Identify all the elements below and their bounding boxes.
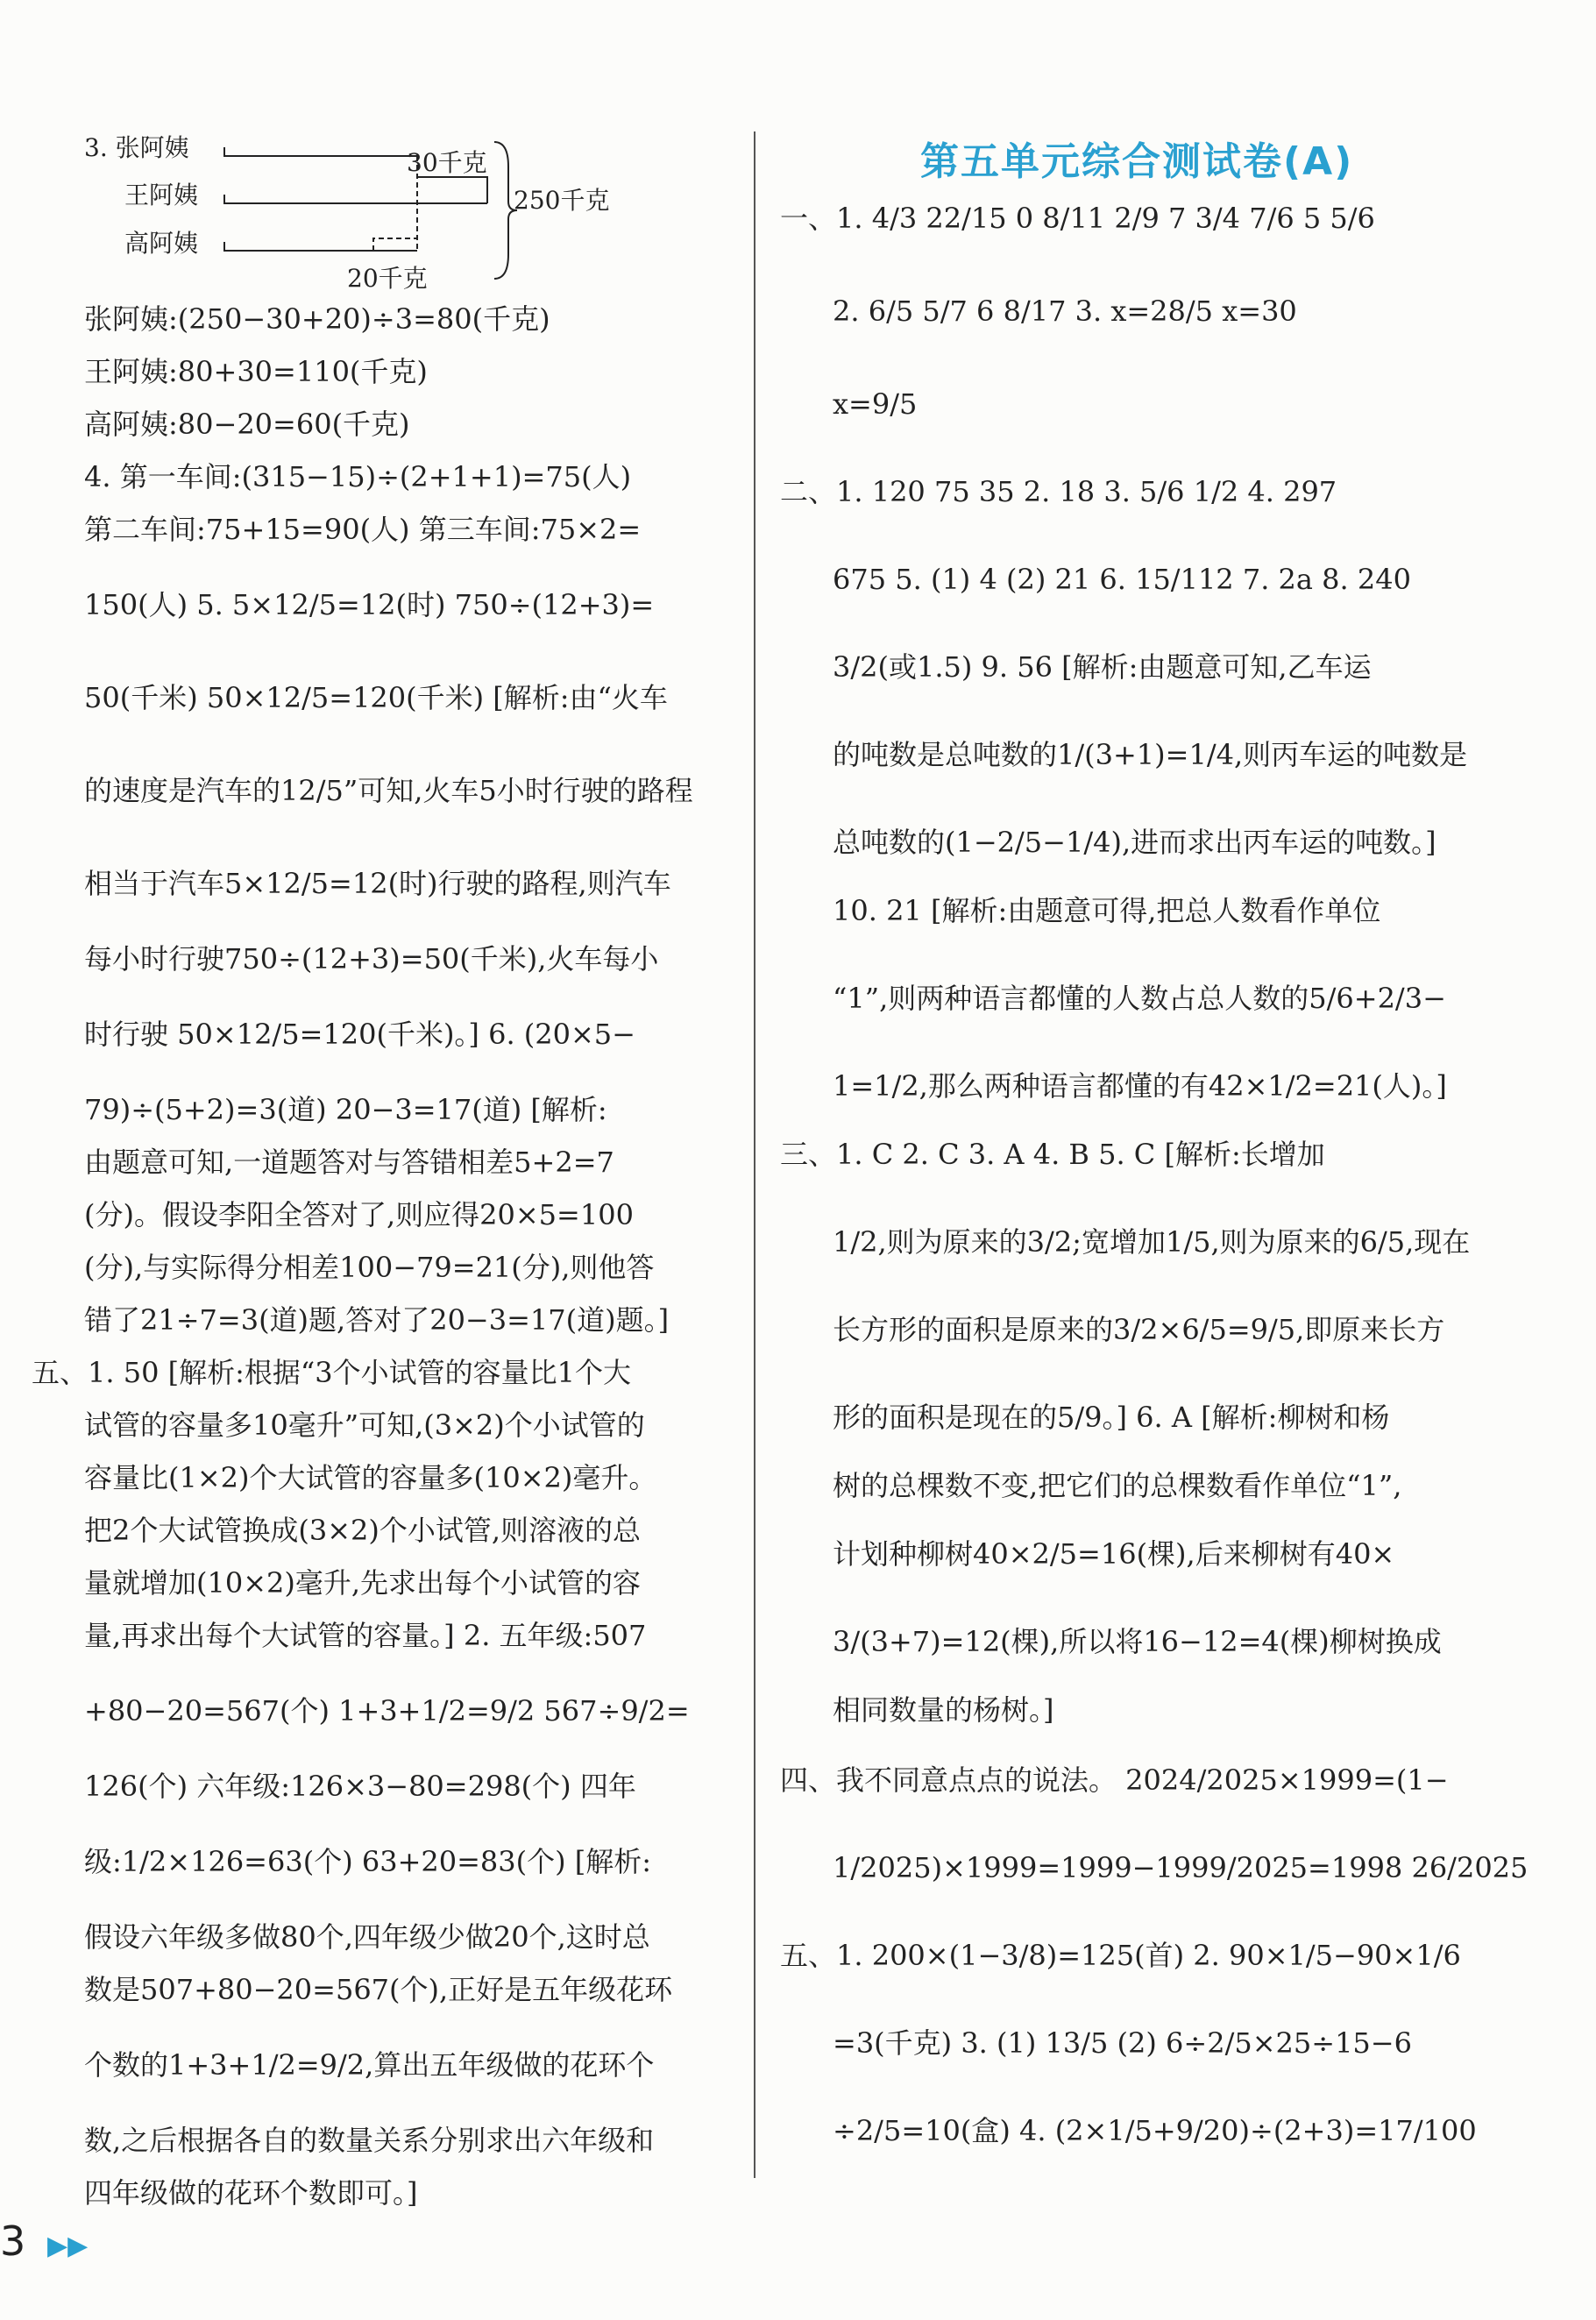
arrow-icon: ▶▶	[47, 2231, 89, 2261]
page-number: 3	[0, 2217, 26, 2265]
left-lines-line: 个数的1+3+1/2=9/2,算出五年级做的花环个	[84, 2048, 655, 2082]
right-lines-line: 树的总棵数不变,把它们的总棵数看作单位“1”,	[833, 1469, 1402, 1502]
right-lines-line: ÷2/5=10(盒) 4. (2×1/5+9/20)÷(2+3)=17/100	[833, 2114, 1477, 2147]
left-lines-line: 级:1/2×126=63(个) 63+20=83(个) [解析:	[84, 1845, 652, 1878]
right-lines-line: 10. 21 [解析:由题意可得,把总人数看作单位	[833, 894, 1381, 927]
weight-diagram	[84, 131, 698, 298]
right-lines-line: 2. 6/5 5/7 6 8/17 3. x=28/5 x=30	[833, 294, 1297, 328]
left-lines-line: 50(千米) 50×12/5=120(千米) [解析:由“火车	[84, 681, 668, 714]
right-column	[780, 202, 1529, 2184]
left-lines-line: 第二车间:75+15=90(人) 第三车间:75×2=	[84, 513, 642, 546]
left-lines-line: 150(人) 5. 5×12/5=12(时) 750÷(12+3)=	[84, 588, 655, 621]
left-column	[32, 302, 728, 2229]
right-lines-line: 二、1. 120 75 35 2. 18 3. 5/6 1/2 4. 297	[780, 475, 1337, 508]
left-lines-line: 的速度是汽车的12/5”可知,火车5小时行驶的路程	[84, 774, 693, 807]
left-lines-line: 假设六年级多做80个,四年级少做20个,这时总	[84, 1920, 650, 1954]
right-lines-line: 3/2(或1.5) 9. 56 [解析:由题意可知,乙车运	[833, 650, 1372, 684]
left-lines-line: (分)。假设李阳全答对了,则应得20×5=100	[84, 1198, 634, 1231]
left-lines-line: 四年级做的花环个数即可。]	[84, 2176, 418, 2210]
left-lines-line: 数是507+80−20=567(个),正好是五年级花环	[84, 1973, 673, 2006]
diagram-row-2: 王阿姨	[124, 181, 199, 209]
label-20kg: 20千克	[347, 264, 428, 293]
label-250kg: 250千克	[514, 186, 610, 215]
column-divider	[754, 131, 755, 2178]
left-lines-line: 相当于汽车5×12/5=12(时)行驶的路程,则汽车	[84, 867, 671, 900]
right-lines-line: 三、1. C 2. C 3. A 4. B 5. C [解析:长增加	[780, 1138, 1325, 1171]
left-lines-line: 张阿姨:(250−30+20)÷3=80(千克)	[84, 302, 550, 336]
right-lines-line: 一、1. 4/3 22/15 0 8/11 2/9 7 3/4 7/6 5 5/6	[780, 202, 1375, 235]
section-title: 第五单元综合测试卷(A)	[920, 139, 1354, 184]
left-lines-line: 数,之后根据各自的数量关系分别求出六年级和	[84, 2124, 655, 2157]
left-lines-line: (分),与实际得分相差100−79=21(分),则他答	[84, 1251, 655, 1284]
right-lines-line: 3/(3+7)=12(棵),所以将16−12=4(棵)柳树换成	[833, 1625, 1442, 1658]
right-lines-line: 1=1/2,那么两种语言都懂的有42×1/2=21(人)。]	[833, 1069, 1447, 1103]
label-30kg: 30千克	[407, 148, 487, 177]
diagram-row-1: 3. 张阿姨	[84, 133, 189, 162]
right-lines-line: 1/2,则为原来的3/2;宽增加1/5,则为原来的6/5,现在	[833, 1225, 1471, 1259]
left-lines-line: 由题意可知,一道题答对与答错相差5+2=7	[84, 1146, 614, 1179]
left-lines-line: 126(个) 六年级:126×3−80=298(个) 四年	[84, 1770, 636, 1803]
left-lines-line: 高阿姨:80−20=60(千克)	[84, 408, 410, 441]
right-lines-line: 计划种柳树40×2/5=16(棵),后来柳树有40×	[833, 1537, 1395, 1571]
right-lines-line: 1/2025)×1999=1999−1999/2025=1998 26/2025	[833, 1851, 1529, 1884]
right-lines-line: 长方形的面积是原来的3/2×6/5=9/5,即原来长方	[833, 1313, 1445, 1346]
left-lines-line: 79)÷(5+2)=3(道) 20−3=17(道) [解析:	[84, 1093, 607, 1126]
left-lines-line: 每小时行驶750÷(12+3)=50(千米),火车每小	[84, 942, 659, 976]
diagram-row-3: 高阿姨	[124, 229, 199, 258]
right-lines-line: “1”,则两种语言都懂的人数占总人数的5/6+2/3−	[833, 982, 1446, 1015]
left-lines-line: 王阿姨:80+30=110(千克)	[84, 355, 428, 388]
left-lines-line: 五、1. 50 [解析:根据“3个小试管的容量比1个大	[32, 1356, 631, 1389]
left-lines-line: 量就增加(10×2)毫升,先求出每个小试管的容	[84, 1566, 642, 1600]
right-lines-line: =3(千克) 3. (1) 13/5 (2) 6÷2/5×25÷15−6	[833, 2026, 1412, 2060]
right-lines-line: 675 5. (1) 4 (2) 21 6. 15/112 7. 2a 8. 240	[833, 563, 1411, 596]
right-lines-line: x=9/5	[833, 387, 918, 421]
right-lines-line: 总吨数的(1−2/5−1/4),进而求出丙车运的吨数。]	[833, 826, 1436, 859]
right-lines-line: 四、我不同意点点的说法。 2024/2025×1999=(1−	[780, 1763, 1449, 1797]
left-lines-line: 错了21÷7=3(道)题,答对了20−3=17(道)题。]	[84, 1303, 670, 1337]
left-lines-line: 4. 第一车间:(315−15)÷(2+1+1)=75(人)	[84, 460, 632, 493]
right-lines-line: 的吨数是总吨数的1/(3+1)=1/4,则丙车运的吨数是	[833, 738, 1468, 771]
left-lines-line: 量,再求出每个大试管的容量。] 2. 五年级:507	[84, 1619, 647, 1652]
right-lines-line: 相同数量的杨树。]	[833, 1693, 1054, 1727]
left-lines-line: 容量比(1×2)个大试管的容量多(10×2)毫升。	[84, 1461, 657, 1494]
left-lines-line: 把2个大试管换成(3×2)个小试管,则溶液的总	[84, 1514, 642, 1547]
right-lines-line: 五、1. 200×(1−3/8)=125(首) 2. 90×1/5−90×1/6	[780, 1939, 1461, 1972]
left-lines-line: +80−20=567(个) 1+3+1/2=9/2 567÷9/2=	[84, 1694, 690, 1728]
right-lines-line: 形的面积是现在的5/9。] 6. A [解析:柳树和杨	[833, 1401, 1390, 1434]
left-lines-line: 时行驶 50×12/5=120(千米)。] 6. (20×5−	[84, 1018, 635, 1051]
left-lines-line: 试管的容量多10毫升”可知,(3×2)个小试管的	[84, 1408, 645, 1442]
